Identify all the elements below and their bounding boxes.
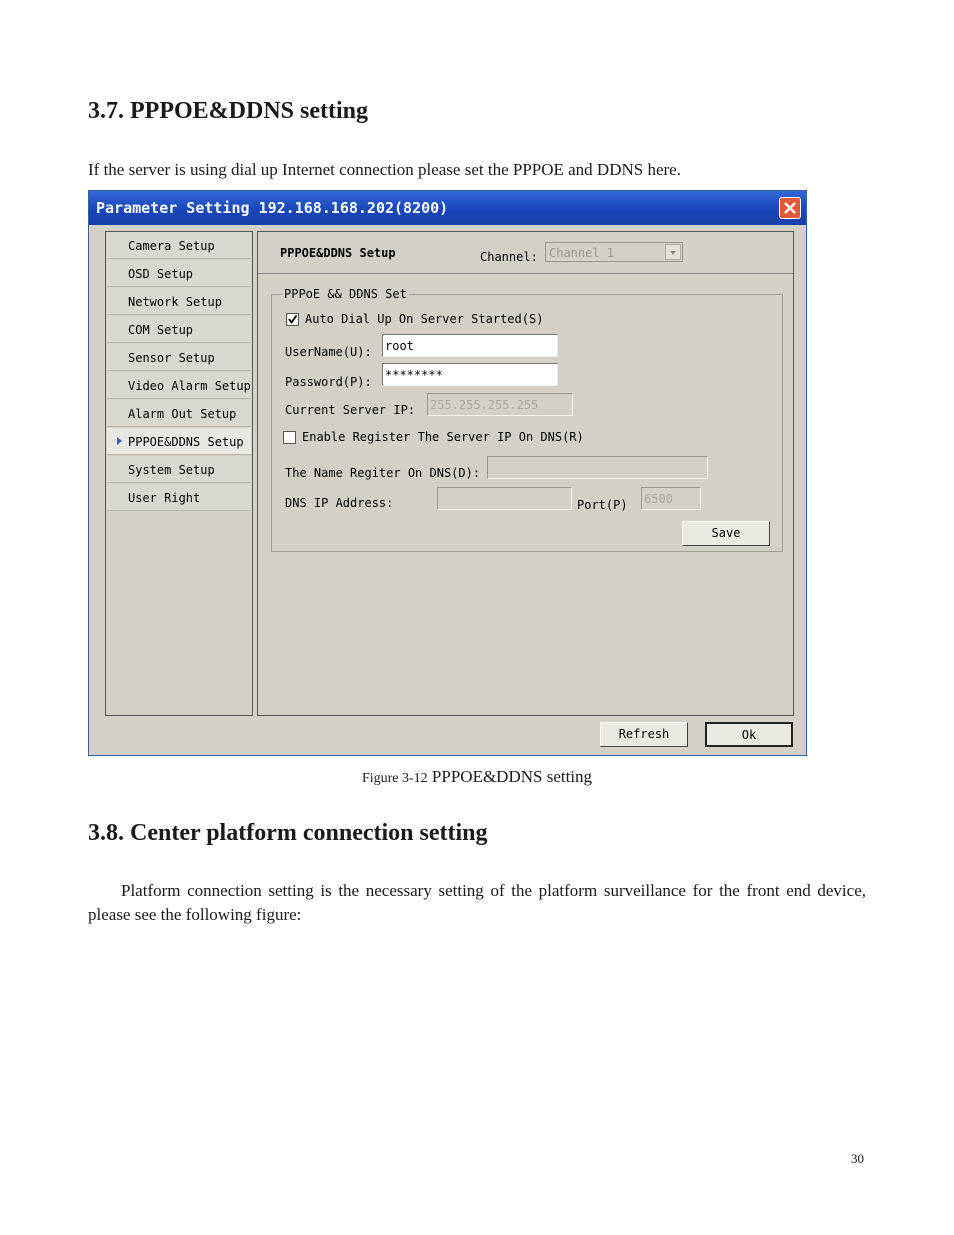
- nav-item-osd-setup[interactable]: [107, 260, 251, 287]
- save-label: Save: [711, 526, 741, 540]
- chevron-down-icon: [665, 244, 681, 260]
- group-title: PPPoE && DDNS Set: [284, 287, 407, 301]
- figure-number: Figure 3-12: [361, 771, 428, 786]
- setup-nav-list: [105, 231, 253, 716]
- channel-select[interactable]: [545, 242, 683, 262]
- nav-item-system-setup[interactable]: [107, 456, 251, 483]
- section-heading: 3.7. PPPOE&DDNS setting: [88, 98, 368, 124]
- pppoe-ddns-group: [271, 287, 783, 552]
- password-value: ********: [385, 368, 443, 382]
- selected-arrow-icon: [117, 437, 122, 445]
- panel-title: PPPOE&DDNS Setup: [280, 246, 396, 260]
- nav-item-label: Sensor Setup: [128, 351, 215, 365]
- dns-name-label: The Name Regiter On DNS(D):: [285, 466, 481, 480]
- section-heading-2: 3.8. Center platform connection setting: [88, 820, 488, 846]
- port-input[interactable]: [641, 487, 701, 510]
- enable-dns-checkbox[interactable]: [283, 431, 296, 444]
- figure-caption: [0, 767, 954, 787]
- close-icon: [783, 201, 797, 215]
- body-paragraph: Platform connection setting is the necessary setting of the platform surveillance for the front end device, please see the following figure:: [88, 881, 866, 924]
- password-label: Password(P):: [285, 375, 372, 389]
- panel-header-divider: [258, 273, 793, 274]
- nav-item-label: COM Setup: [128, 323, 194, 337]
- ok-button[interactable]: [705, 722, 793, 747]
- nav-item-label: Alarm Out Setup: [128, 407, 237, 421]
- nav-item-alarm-out-setup[interactable]: [107, 400, 251, 427]
- channel-value: Channel 1: [549, 246, 615, 260]
- settings-panel: [257, 231, 794, 716]
- username-value: root: [385, 339, 414, 353]
- nav-item-label: PPPOE&DDNS Setup: [128, 435, 244, 449]
- nav-item-camera-setup[interactable]: [107, 232, 251, 259]
- username-input[interactable]: [382, 334, 558, 357]
- figure-caption-text: PPPOE&DDNS setting: [431, 767, 593, 786]
- current-server-ip-value: 255.255.255.255: [430, 398, 539, 412]
- current-server-ip-field: [427, 393, 573, 416]
- username-label: UserName(U):: [285, 345, 372, 359]
- nav-item-label: Camera Setup: [128, 239, 215, 253]
- nav-item-user-right[interactable]: [107, 484, 251, 511]
- port-label: Port(P): [577, 498, 628, 512]
- refresh-button[interactable]: [600, 722, 688, 747]
- page-number: 30: [851, 1151, 864, 1166]
- nav-item-network-setup[interactable]: [107, 288, 251, 315]
- dialog-title: Parameter Setting 192.168.168.202(8200): [96, 199, 449, 217]
- nav-item-label: Network Setup: [128, 295, 222, 309]
- nav-item-com-setup[interactable]: [107, 316, 251, 343]
- nav-item-label: OSD Setup: [128, 267, 194, 281]
- dns-name-input[interactable]: [487, 456, 708, 479]
- nav-item-pppoe-ddns-setup[interactable]: [107, 428, 251, 455]
- current-server-ip-label: Current Server IP:: [285, 403, 416, 417]
- nav-item-label: System Setup: [128, 463, 215, 477]
- password-input[interactable]: [382, 363, 558, 386]
- dialog-titlebar[interactable]: [89, 191, 806, 225]
- nav-item-sensor-setup[interactable]: [107, 344, 251, 371]
- channel-label: Channel:: [480, 250, 538, 264]
- dns-ip-input[interactable]: [437, 487, 572, 510]
- nav-item-label: User Right: [128, 491, 201, 505]
- save-button[interactable]: [682, 521, 770, 546]
- intro-paragraph: If the server is using dial up Internet connection please set the PPPOE and DDNS here.: [88, 160, 681, 179]
- refresh-label: Refresh: [618, 727, 670, 741]
- enable-dns-label: Enable Register The Server IP On DNS(R): [302, 430, 584, 444]
- dns-ip-label: DNS IP Address:: [285, 496, 394, 510]
- close-button[interactable]: [779, 197, 801, 219]
- parameter-setting-dialog: [88, 190, 807, 756]
- nav-item-video-alarm-setup[interactable]: [107, 372, 251, 399]
- port-value: 6500: [644, 492, 673, 506]
- checkmark-icon: [287, 314, 298, 325]
- auto-dial-label: Auto Dial Up On Server Started(S): [305, 312, 544, 326]
- nav-item-label: Video Alarm Setup: [128, 379, 251, 393]
- auto-dial-checkbox[interactable]: [286, 313, 299, 326]
- ok-label: Ok: [741, 728, 757, 742]
